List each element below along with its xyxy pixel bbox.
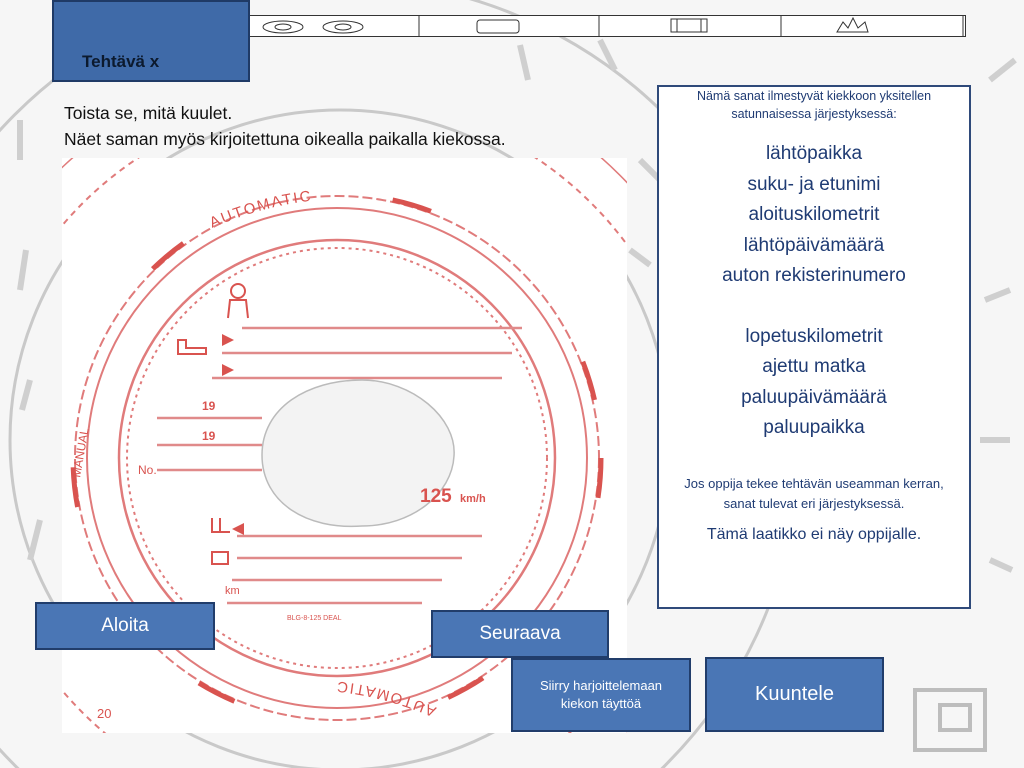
instruction-line-2: Näet saman myös kirjoitettuna oikealla paikalla kiekossa.: [64, 129, 506, 149]
disc-row-19a: 19: [202, 399, 216, 413]
start-button[interactable]: Aloita: [35, 602, 215, 650]
disc-manual-label: MANUAL: [69, 426, 92, 479]
next-button[interactable]: Seuraava: [431, 610, 609, 658]
disc-km-label: km: [225, 585, 240, 597]
order-note: Jos oppija tekee tehtävän useamman kerran, sanat tulevat eri järjestyksessä.: [684, 475, 944, 511]
word-list-intro: Nämä sanat ilmestyvät kiekkoon yksitellen satunnaisessa järjestyksessä:: [696, 89, 932, 121]
listen-button[interactable]: Kuuntele: [705, 657, 884, 732]
word-item: suku- ja etunimi: [747, 173, 881, 195]
word-item: aloituskilometrit: [748, 204, 880, 225]
word-list-panel: [657, 85, 971, 609]
disc-model: BLG-8-125 DEAL: [287, 615, 342, 622]
disc-automatic-top: AUTOMATIC: [207, 187, 314, 232]
disc-ring-20: 20: [97, 706, 112, 721]
word-item: lähtöpaikka: [765, 143, 863, 164]
start-words: [659, 139, 969, 292]
instruction-line-1: Toista se, mitä kuulet.: [64, 103, 233, 123]
disc-speed-unit: km/h: [460, 493, 486, 505]
disc-row-19b: 19: [202, 429, 216, 443]
word-item: auton rekisterinumero: [722, 265, 906, 286]
disc-automatic-bottom: AUTOMATIC: [334, 677, 439, 720]
word-item: paluupaikka: [763, 417, 865, 438]
word-item: lähtöpäivämäärä: [743, 234, 885, 256]
word-item: paluupäivämäärä: [741, 386, 887, 408]
practice-filling-button[interactable]: Siirry harjoittelemaan kiekon täyttöä: [511, 658, 691, 732]
end-words: [659, 322, 969, 444]
task-title: Tehtävä x: [82, 52, 160, 71]
disc-no-label: No.: [138, 463, 157, 477]
word-item: ajettu matka: [762, 356, 866, 377]
word-item: lopetuskilometrit: [745, 325, 883, 347]
hidden-note: Tämä laatikko ei näy oppijalle.: [706, 525, 922, 543]
disc-speed-value: 125: [420, 486, 452, 507]
